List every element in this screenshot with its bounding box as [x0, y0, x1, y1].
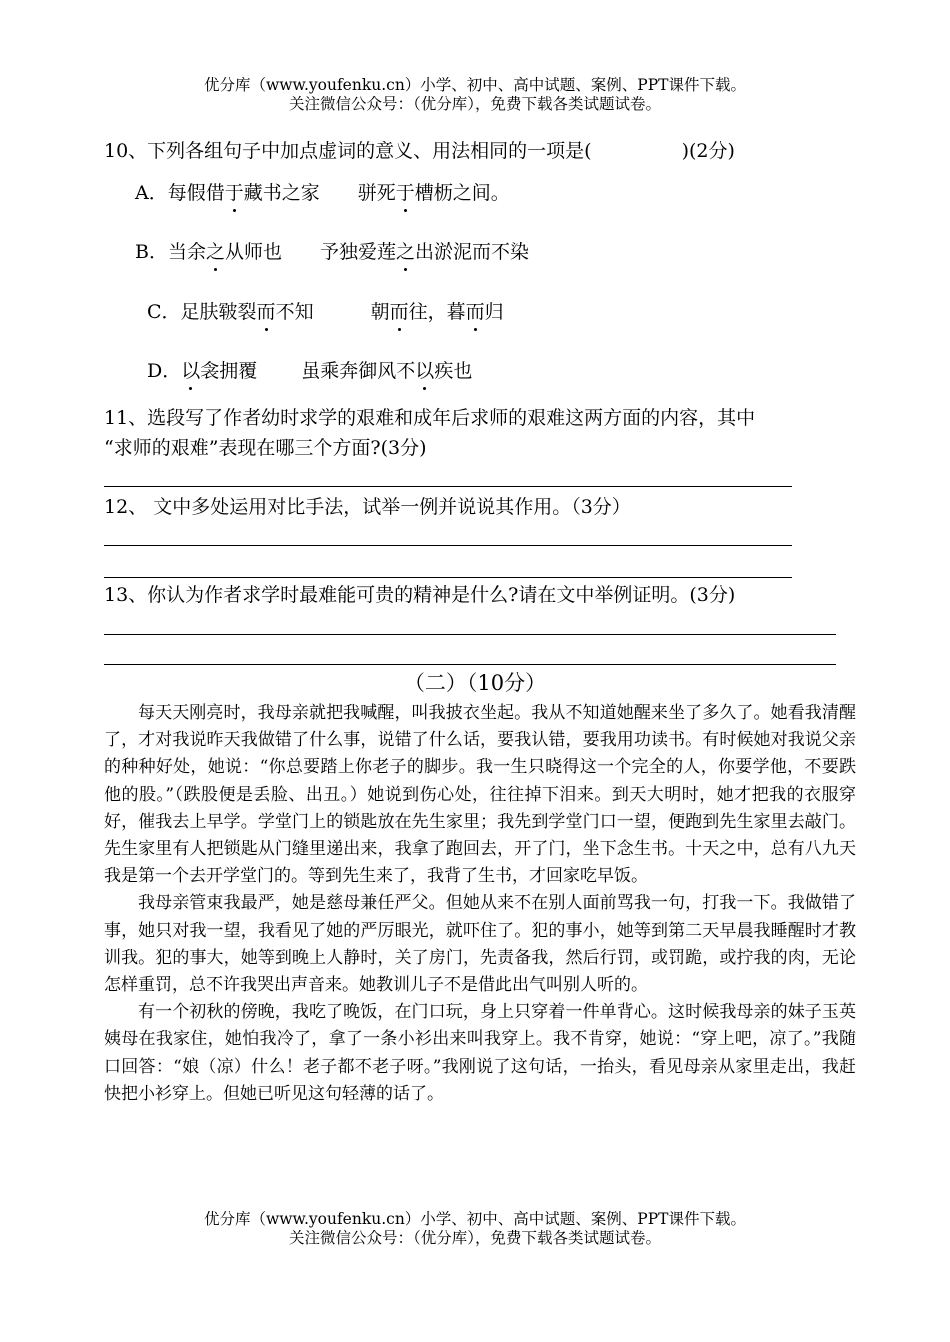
option-d	[147, 356, 472, 386]
header-line-1: 优分库（www.youfenku.cn）小学、初中、高中试题、案例、PPT课件下载。	[203, 76, 747, 94]
dotted-word: 于	[396, 178, 415, 208]
question-12: 12、 文中多处运用对比手法，试举一例并说说其作用。（3分）	[104, 496, 631, 518]
option-d-text-1: D．	[147, 360, 182, 382]
question-10-stem	[104, 136, 735, 166]
option-c-text-3: 往，暮	[408, 301, 466, 323]
option-a-text-2: 藏书之家 骈死	[243, 182, 396, 204]
answer-line	[104, 634, 836, 635]
option-c-text-4: 归	[484, 301, 504, 323]
footer-line-1: 优分库（www.youfenku.cn）小学、初中、高中试题、案例、PPT课件下载。	[203, 1210, 747, 1228]
option-a-text-3: 槽枥之间。	[414, 182, 510, 204]
page-footer-watermark	[0, 1210, 950, 1248]
answer-line	[104, 664, 836, 665]
option-c	[147, 297, 504, 327]
option-d-text-2: 衾拥覆 虽乘奔御风不	[200, 360, 416, 382]
dotted-word: 之	[206, 237, 225, 267]
dotted-word: 而	[466, 297, 485, 327]
dotted-word: 于	[225, 178, 244, 208]
answer-line	[104, 577, 792, 578]
dotted-word: 以	[415, 356, 434, 386]
question-10-stem-text: 10、下列各组句子中加点虚词的意义、用法相同的一项是(	[104, 140, 592, 162]
passage-paragraph: 每天天刚亮时，我母亲就把我喊醒，叫我披衣坐起。我从不知道她醒来坐了多久了。她看我清醒了，才对我说昨天我做错了什么事，说错了什么话，要我认错，要我用功读书。有时候她对我说父亲的种种好处，她说：“你总要踏上你老子的脚步。我一生只晓得这一个完全的人，你要学他，不要跌他的股。”（跌股便是丢脸、出丑。）她说到伤心处，往往掉下泪来。到天大明时，她才把我的衣服穿好，催我去上早学。学堂门上的锁匙放在先生家里；我先到学堂门口一望，便跑到先生家里去敲门。先生家里有人把锁匙从门缝里递出来，我拿了跑回去，开了门，坐下念生书。十天之中，总有八九天我是第一个去开学堂门的。等到先生来了，我背了生书，才回家吃早饭。	[104, 703, 856, 887]
dotted-word: 而	[257, 297, 276, 327]
question-10-score: )(2分)	[681, 140, 735, 162]
reading-passage	[104, 700, 856, 1108]
option-b-text-3: 出淤泥而不染	[415, 241, 530, 263]
passage-paragraph: 有一个初秋的傍晚，我吃了晚饭，在门口玩，身上只穿着一件单背心。这时候我母亲的妹子玉英姨母在我家住，她怕我冷了，拿了一条小衫出来叫我穿上。我不肯穿，她说：“穿上吧，凉了。”我随口回答：“娘（凉）什么！老子都不老子呀。”我刚说了这句话，一抬头，看见母亲从家里走出，我赶快把小衫穿上。但她已听见这句轻薄的话了。	[104, 1002, 856, 1104]
passage-paragraph: 我母亲管束我最严，她是慈母兼任严父。但她从来不在别人面前骂我一句，打我一下。我做错了事，她只对我一望，我看见了她的严厉眼光，就吓住了。犯的事小，她等到第二天早晨我睡醒时才教训我。犯的事大，她等到晚上人静时，关了房门，先责备我，然后行罚，或罚跪，或拧我的肉，无论怎样重罚，总不许我哭出声音来。她教训儿子不是借此出气叫别人听的。	[104, 893, 856, 996]
dotted-word: 而	[390, 297, 409, 327]
page-header-watermark	[0, 76, 950, 114]
option-d-text-3: 疾也	[434, 360, 473, 382]
option-c-text-2: 不知 朝	[275, 301, 390, 323]
footer-line-2: 关注微信公众号：（优分库），免费下载各类试题试卷。	[288, 1229, 661, 1247]
option-b-text-2: 从师也 予独爱莲	[224, 241, 396, 263]
option-a-text-1: A．每假借	[135, 182, 225, 204]
option-b-text-1: B．当余	[135, 241, 206, 263]
section-title: （二）（10分）	[403, 671, 547, 695]
header-line-2: 关注微信公众号：（优分库），免费下载各类试题试卷。	[288, 95, 661, 113]
question-11-line-1: 11、选段写了作者幼时求学的艰难和成年后求师的艰难这两方面的内容，其中	[104, 407, 756, 429]
option-a	[135, 178, 510, 208]
question-13: 13、你认为作者求学时最难能可贵的精神是什么?请在文中举例证明。(3分)	[104, 584, 736, 606]
dotted-word: 以	[181, 356, 200, 386]
option-b	[135, 237, 529, 267]
dotted-word: 之	[396, 237, 415, 267]
answer-line	[104, 545, 792, 546]
option-c-text-1: C．足肤皲裂	[147, 301, 257, 323]
question-11-line-2: “求师的艰难”表现在哪三个方面?(3分)	[104, 437, 427, 459]
answer-line	[104, 486, 792, 487]
